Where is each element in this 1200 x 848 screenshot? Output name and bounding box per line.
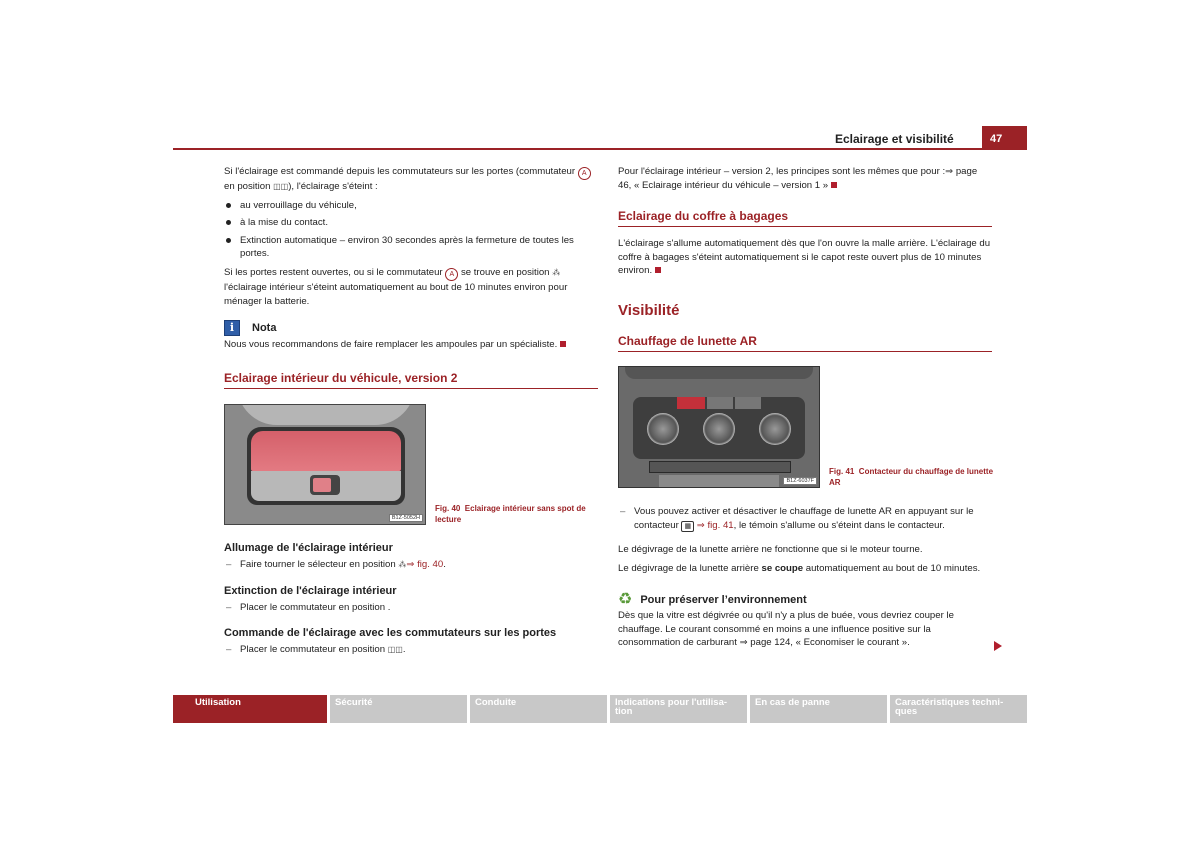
chapter-tabs <box>173 695 1027 723</box>
intro-paragraph: Si l'éclairage est commandé depuis les commutateurs sur les portes (commutateur A en position ◫◫), l'éclairage s'éteint : <box>224 165 599 194</box>
list-item: – Placer le commutateur en position . <box>224 601 599 615</box>
tab-caracteristiques[interactable]: Caractéristiques techni- ques <box>890 695 1027 723</box>
tab-utilisation[interactable]: Utilisation <box>173 695 327 723</box>
environment-leaf-icon: ♻ <box>618 591 633 608</box>
figure-40-link[interactable]: ⇒ fig. 40 <box>406 559 444 570</box>
instructions-left <box>224 542 599 657</box>
list-item: Extinction automatique – environ 30 secondes après la fermeture de toutes les portes. <box>224 234 599 261</box>
end-of-section-icon <box>831 182 837 188</box>
right-intro: Pour l'éclairage intérieur – version 2, les principes sont les mêmes que pour :⇒ page 46, « Eclairage intérieur du véhicule – version 1 » <box>618 166 978 191</box>
marker-a-icon: A <box>445 268 458 281</box>
figure-41-image <box>618 366 820 488</box>
figure-40-code: B1Z-5052H <box>389 514 423 522</box>
figure-41-caption: Fig. 41 Contacteur du chauffage de lunette AR <box>829 467 994 487</box>
tab-en-cas-de-panne[interactable]: En cas de panne <box>750 695 887 723</box>
tab-securite[interactable]: Sécurité <box>330 695 467 723</box>
paragraph: Le dégivrage de la lunette arrière ne fonctionne que si le moteur tourne. <box>618 544 923 556</box>
running-header-title: Eclairage et visibilité <box>835 132 954 146</box>
paragraph: Le dégivrage de la lunette arrière se coupe automatiquement au bout de 10 minutes. <box>618 562 981 574</box>
tab-conduite[interactable]: Conduite <box>470 695 607 723</box>
battery-paragraph: Si les portes restent ouvertes, ou si le commutateur A se trouve en position ⁂ l'éclairage intérieur s'éteint automatiquement au bout de 10 minutes environ pour ménager la batterie. <box>224 266 568 307</box>
left-column <box>224 165 599 308</box>
nota-box <box>224 320 599 352</box>
nota-text: Nous vous recommandons de faire remplacer les ampoules par un spécialiste. <box>224 339 558 350</box>
list-item: – Faire tourner le sélecteur en position ⁂⇒ fig. 40. <box>224 558 599 572</box>
right-instructions <box>618 505 993 575</box>
end-of-section-icon <box>560 341 566 347</box>
header-rule <box>173 148 1027 150</box>
section-title-coffre: Eclairage du coffre à bagages <box>618 209 992 227</box>
subsection-title: Commande de l'éclairage avec les commutateurs sur les portes <box>224 627 557 640</box>
section-title-interior-v2: Eclairage intérieur du véhicule, version 2 <box>224 371 598 389</box>
list-item: – Vous pouvez activer et désactiver le chauffage de lunette AR en appuyant sur le contacteur ▦ ⇒ fig. 41, le témoin s'allume ou s'éteint dans le contacteur. <box>618 505 993 532</box>
door-contact-icon: ◫◫ <box>273 182 289 191</box>
environment-title: Pour préserver l’environnement <box>640 594 807 606</box>
rear-defrost-button-icon: ▦ <box>681 521 694 532</box>
tab-indications[interactable]: Indications pour l'utilisa- tion <box>610 695 747 723</box>
figure-40-caption: Fig. 40 Eclairage intérieur sans spot de lecture <box>435 504 586 524</box>
list-item: au verrouillage du véhicule, <box>224 199 599 213</box>
light-on-icon: ⁂ <box>398 560 407 569</box>
nota-title: Nota <box>252 322 277 334</box>
environment-box <box>618 592 993 650</box>
page-number: 47 <box>982 126 1027 148</box>
next-page-arrow-icon <box>994 641 1002 651</box>
coffre-paragraph: L'éclairage s'allume automatiquement dès que l'on ouvre la malle arrière. L'éclairage du coffre à bagages s'éteint automatiquement si le capot reste ouvert plus de 10 minutes environ. <box>618 238 991 277</box>
environment-text: Dès que la vitre est dégivrée ou qu'il n'y a plus de buée, vous devriez couper le chauffage. Le courant consommé en moins a une influence positive sur la consommation de carburant ⇒ page 124, « Economiser le courant ». <box>618 610 954 649</box>
subsection-title: Allumage de l'éclairage intérieur <box>224 542 393 554</box>
list-item: à la mise du contact. <box>224 216 599 230</box>
list-item: – Placer le commutateur en position ◫◫. <box>224 643 599 657</box>
marker-a-icon: A <box>578 167 591 180</box>
chapter-title-visibilite: Visibilité <box>618 302 680 319</box>
door-contact-icon: ◫◫ <box>387 645 403 655</box>
figure-40-image <box>224 404 426 525</box>
light-on-icon: ⁂ <box>552 267 561 277</box>
section-title-chauffage: Chauffage de lunette AR <box>618 334 992 352</box>
figure-41-link[interactable]: ⇒ fig. 41 <box>696 519 734 531</box>
subsection-title: Extinction de l'éclairage intérieur <box>224 584 397 597</box>
figure-41-code: B1Z-6037F <box>783 477 817 485</box>
end-of-section-icon <box>655 267 661 273</box>
info-icon: i <box>224 320 240 336</box>
